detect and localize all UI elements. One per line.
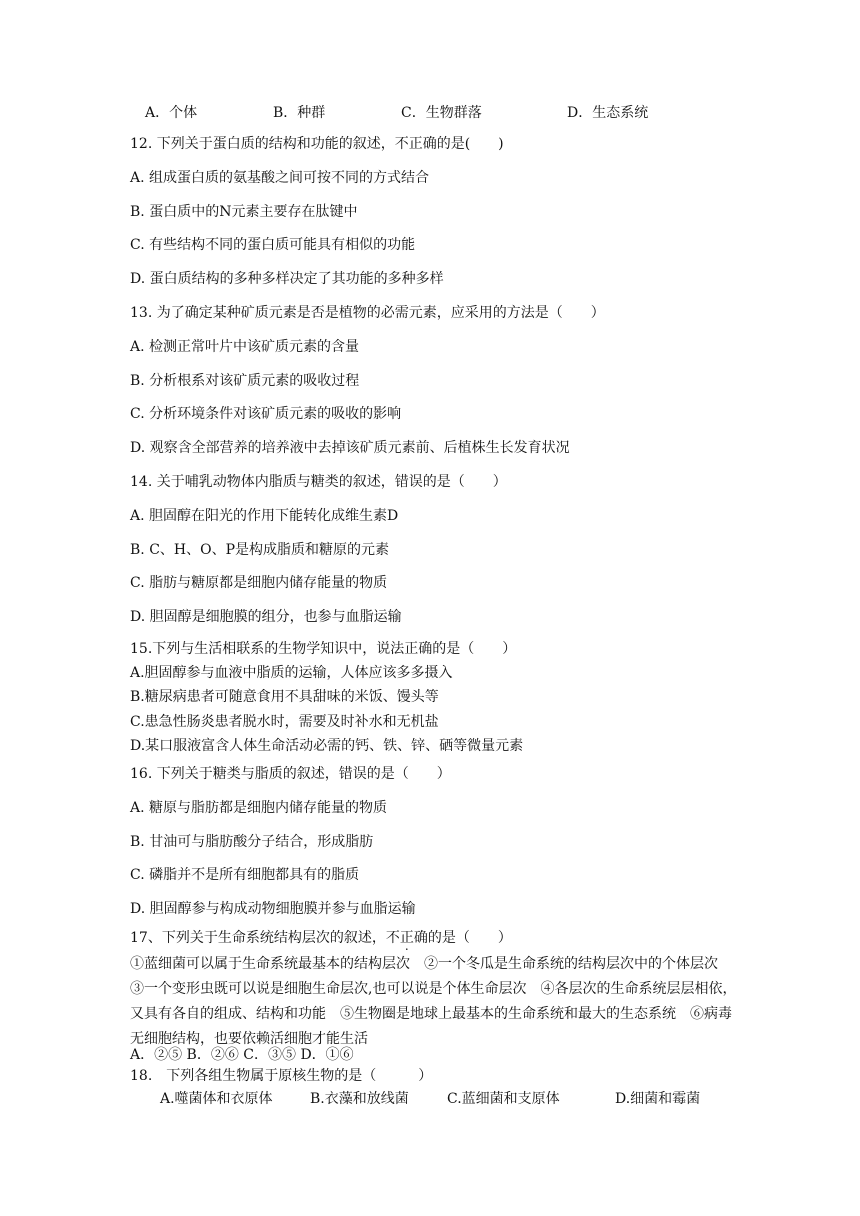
q17-answers: A．②⑤ B．②⑥ C．③⑤ D．①⑥ [130,1047,354,1063]
q12-option-d: D. 蛋白质结构的多种多样决定了其功能的多种多样 [130,271,444,287]
q11-option-b: B．种群 [273,105,326,121]
q18-option-b: B.衣藻和放线菌 [310,1091,409,1107]
q14-option-c: C. 脂肪与糖原都是细胞内储存能量的物质 [130,575,388,591]
q12-option-c: C. 有些结构不同的蛋白质可能具有相似的功能 [130,237,416,253]
q14-option-d: D. 胆固醇是细胞膜的组分，也参与血脂运输 [130,609,402,625]
q12-stem: 12. 下列关于蛋白质的结构和功能的叙述，不正确的是( ) [130,136,504,152]
q15-option-c: C.患急性肠炎患者脱水时，需要及时补水和无机盐 [130,714,439,730]
q15-option-b: B.糖尿病患者可随意食用不具甜味的米饭、馒头等 [130,689,439,705]
q17-stem [130,928,512,948]
q16-option-d: D. 胆固醇参与构成动物细胞膜并参与血脂运输 [130,901,416,917]
q17-emphasis: 不正确 [385,930,428,946]
q13-option-d: D. 观察含全部营养的培养液中去掉该矿质元素前、后植株生长发育状况 [130,440,570,456]
q16-option-b: B. 甘油可与脂肪酸分子结合，形成脂肪 [130,834,374,850]
q12-option-a: A. 组成蛋白质的氨基酸之间可按不同的方式结合 [130,170,430,186]
q18-option-c: C.蓝细菌和支原体 [447,1091,560,1107]
q14-stem: 14. 关于哺乳动物体内脂质与糖类的叙述，错误的是（ ） [130,474,507,490]
q11-option-a: A．个体 [145,105,198,121]
q18-stem: 18. 下列各组生物属于原核生物的是（ ） [130,1068,433,1084]
q13-option-c: C. 分析环境条件对该矿质元素的吸收的影响 [130,406,402,422]
q15-option-a: A.胆固醇参与血液中脂质的运输，人体应该多多摄入 [130,665,453,681]
q13-option-b: B. 分析根系对该矿质元素的吸收过程 [130,373,360,389]
q18-option-a: A.噬菌体和衣原体 [160,1091,273,1107]
q12-option-b: B. 蛋白质中的N元素主要存在肽键中 [130,204,358,220]
q11-option-d: D．生态系统 [567,105,649,121]
q13-stem: 13. 为了确定某种矿质元素是否是植物的必需元素，应采用的方法是（ ） [130,305,605,321]
q17-stem-after: 的是（ ） [427,930,512,946]
q15-option-d: D.某口服液富含人体生命活动必需的钙、铁、锌、硒等微量元素 [130,738,524,754]
q16-option-a: A. 糖原与脂肪都是细胞内储存能量的物质 [130,800,388,816]
q16-option-c: C. 磷脂并不是所有细胞都具有的脂质 [130,867,360,883]
q11-option-c: C．生物群落 [401,105,482,121]
q17-body: ①蓝细菌可以属于生命系统最基本的结构层次 ②一个冬瓜是生命系统的结构层次中的个体层次 ③一个变形虫既可以说是细胞生命层次,也可以说是个体生命层次 ④各层次的生命系统层层相依，又具有各自的组成、结构和功能 ⑤生物圈是地球上最基本的生命系统和最大的生态系统 ⑥病毒无细胞结构，也要依赖活细胞才能生活 [130,956,737,1047]
q14-option-b: B. C、H、O、P是构成脂质和糖原的元素 [130,542,390,558]
q18-option-d: D.细菌和霉菌 [615,1091,701,1107]
q13-option-a: A. 检测正常叶片中该矿质元素的含量 [130,339,360,355]
q16-stem: 16. 下列关于糖类与脂质的叙述，错误的是（ ） [130,766,451,782]
q17-stem-before: 17、下列关于生命系统结构层次的叙述， [130,930,386,946]
q15-stem: 15.下列与生活相联系的生物学知识中，说法正确的是（ ） [130,641,517,657]
q14-option-a: A. 胆固醇在阳光的作用下能转化成维生素D [130,508,399,524]
